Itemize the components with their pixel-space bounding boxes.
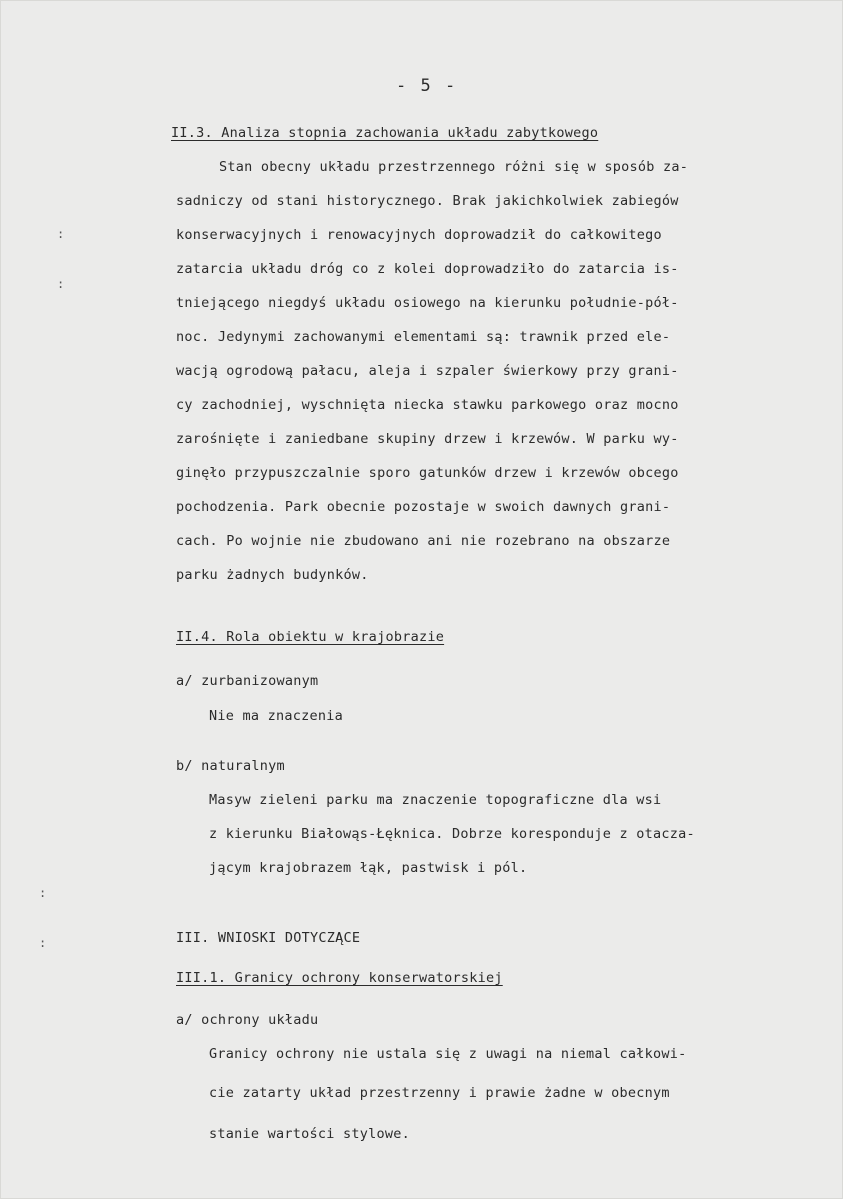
- list-item-label: a/ ochrony układu: [176, 1012, 319, 1028]
- paragraph-line: konserwacyjnych i renowacyjnych doprowadził do całkowitego: [176, 227, 662, 243]
- paragraph-line: sadniczy od stani historycznego. Brak jakichkolwiek zabiegów: [176, 193, 679, 209]
- paragraph-line: pochodzenia. Park obecnie pozostaje w swoich dawnych grani-: [176, 499, 671, 515]
- list-item-text: Masyw zieleni parku ma znaczenie topograficzne dla wsi: [209, 792, 662, 808]
- list-item-text: jącym krajobrazem łąk, pastwisk i pól.: [209, 860, 528, 876]
- list-item-label: a/ zurbanizowanym: [176, 673, 319, 689]
- paragraph-line: parku żadnych budynków.: [176, 567, 369, 583]
- paragraph-line: Stan obecny układu przestrzennego różni się w sposób za-: [219, 159, 689, 175]
- paragraph-line: cach. Po wojnie nie zbudowano ani nie rozebrano na obszarze: [176, 533, 671, 549]
- list-item-text: z kierunku Białowąs-Łęknica. Dobrze koresponduje z otacza-: [209, 826, 695, 842]
- margin-mark: :: [39, 886, 47, 900]
- list-item-label: b/ naturalnym: [176, 758, 285, 774]
- paragraph-line: tniejącego niegdyś układu osiowego na kierunku południe-pół-: [176, 295, 679, 311]
- margin-mark: :: [39, 936, 47, 950]
- list-item-text: Granicy ochrony nie ustala się z uwagi na niemal całkowi-: [209, 1046, 687, 1062]
- list-item-text: stanie wartości stylowe.: [209, 1126, 411, 1142]
- list-item-text: Nie ma znaczenia: [209, 708, 344, 724]
- chapter-heading: III. WNIOSKI DOTYCZĄCE: [176, 930, 361, 946]
- page-number: - 5 -: [396, 76, 458, 96]
- section-heading: III.1. Granicy ochrony konserwatorskiej: [176, 970, 503, 986]
- margin-mark: :: [57, 277, 65, 291]
- paragraph-line: wacją ogrodową pałacu, aleja i szpaler świerkowy przy grani-: [176, 363, 679, 379]
- paragraph-line: ginęło przypuszczalnie sporo gatunków drzew i krzewów obcego: [176, 465, 679, 481]
- section-heading: II.3. Analiza stopnia zachowania układu zabytkowego: [171, 125, 599, 141]
- section-heading: II.4. Rola obiektu w krajobrazie: [176, 629, 445, 645]
- margin-mark: :: [57, 227, 65, 241]
- paragraph-line: zarośnięte i zaniedbane skupiny drzew i krzewów. W parku wy-: [176, 431, 679, 447]
- paragraph-line: noc. Jedynymi zachowanymi elementami są: trawnik przed ele-: [176, 329, 671, 345]
- paragraph-line: cy zachodniej, wyschnięta niecka stawku parkowego oraz mocno: [176, 397, 679, 413]
- paragraph-line: zatarcia układu dróg co z kolei doprowadziło do zatarcia is-: [176, 261, 679, 277]
- list-item-text: cie zatarty układ przestrzenny i prawie żadne w obecnym: [209, 1085, 670, 1101]
